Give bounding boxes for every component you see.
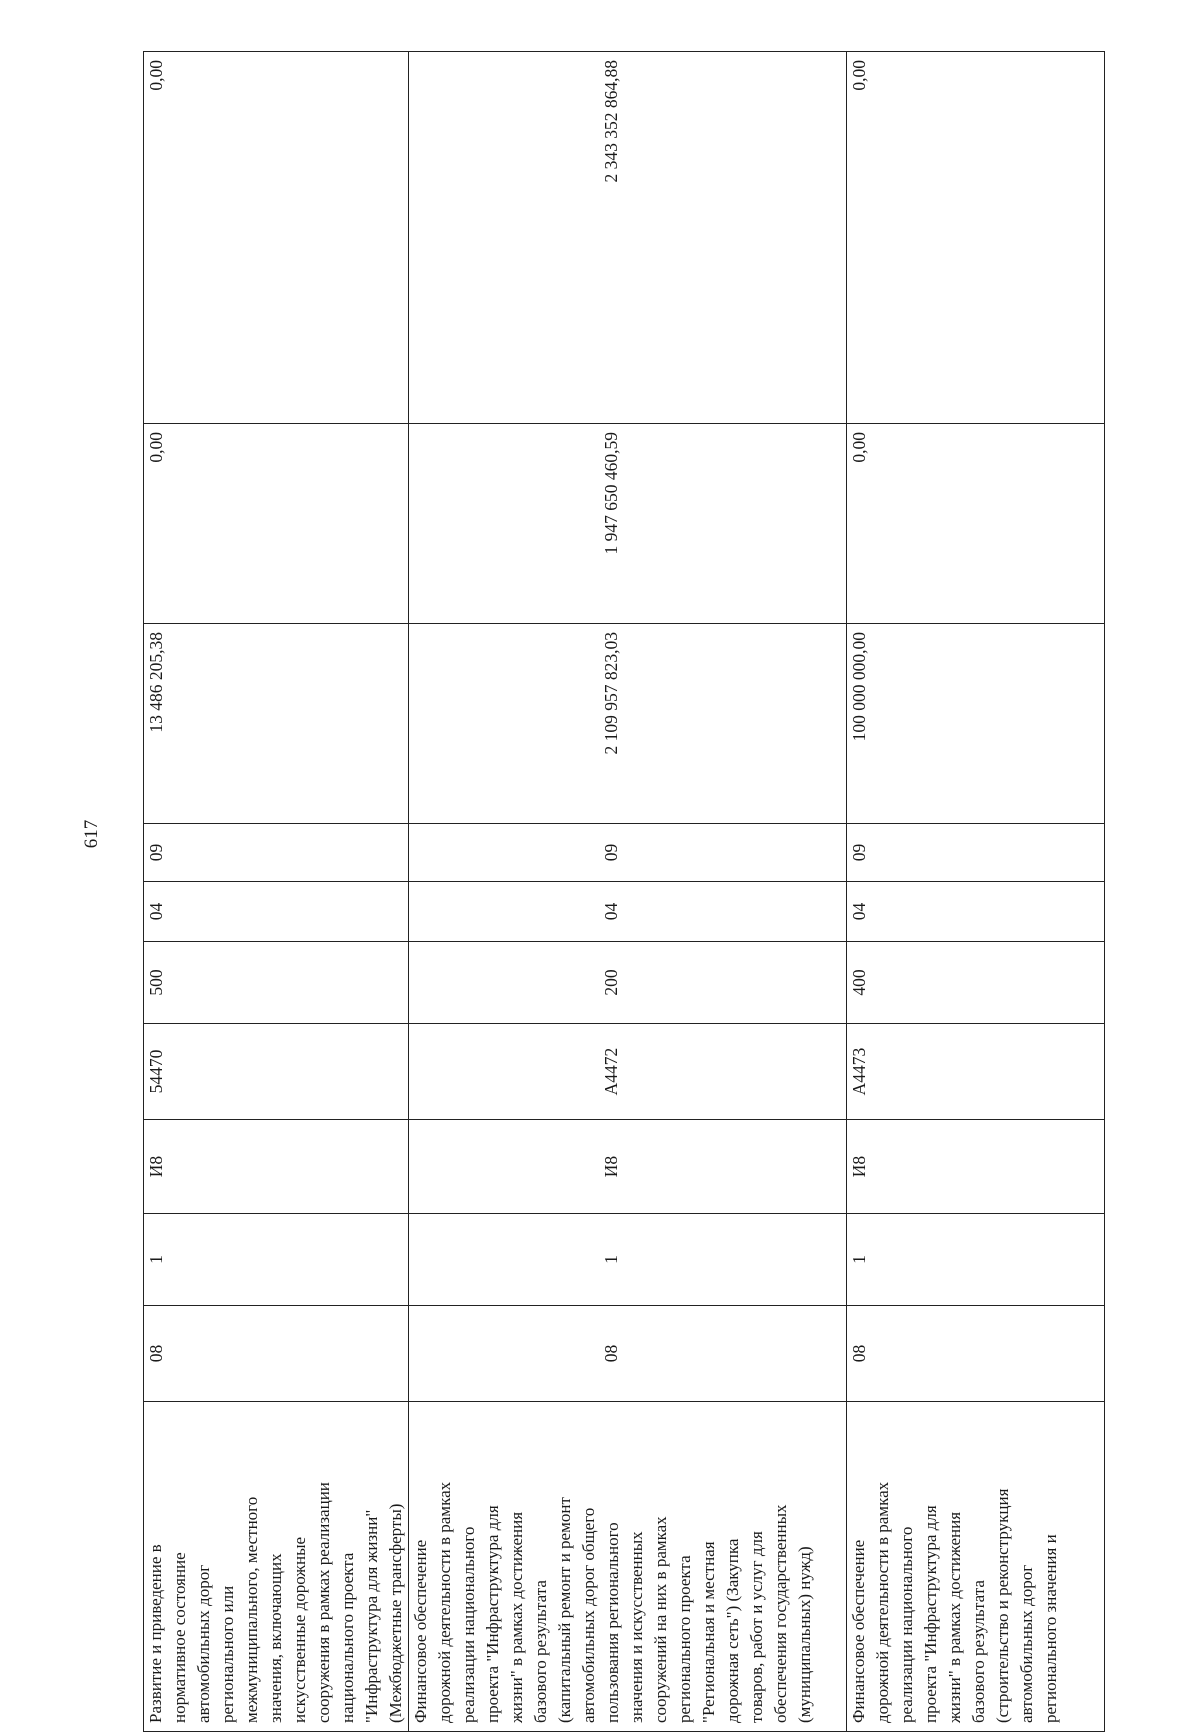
page-number: 617 — [81, 819, 102, 849]
code-cell: 1 — [847, 1214, 1105, 1306]
code-cell: 09 — [409, 824, 847, 882]
code-cell: 500 — [144, 942, 409, 1024]
budget-table-wrapper — [143, 52, 1103, 1732]
row-description: Развитие и приведение в нормативное состояние автомобильных дорог регионального или межмуниципального, местного значения, включающих искусственные дорожные сооружения в рамках реализации национального проекта "Инфраструктура для жизни" (Межбюджетные трансферты) — [144, 1402, 409, 1732]
code-cell: 04 — [409, 882, 847, 942]
code-cell: 09 — [847, 824, 1105, 882]
amount-cell: 13 486 205,38 — [144, 624, 409, 824]
row-description: Финансовое обеспечение дорожной деятельности в рамках реализации национального проекта "Инфраструктура для жизни" в рамках достижения базового результата (капитальный ремонт и ремонт автомобильных дорог общего пользования регионального значения и искусственных сооружений на них в рамках регионального проекта "Региональная и местная дорожная сеть") (Закупка товаров, работ и услуг для обеспечения государственных (муниципальных) нужд) — [409, 1402, 847, 1732]
amount-cell: 0,00 — [144, 424, 409, 624]
code-cell: И8 — [847, 1120, 1105, 1214]
code-cell: 08 — [847, 1306, 1105, 1402]
code-cell: 08 — [409, 1306, 847, 1402]
amount-cell: 1 947 650 460,59 — [409, 424, 847, 624]
code-cell: И8 — [144, 1120, 409, 1214]
amount-cell: 2 343 352 864,88 — [409, 52, 847, 424]
code-cell: А4472 — [409, 1024, 847, 1120]
code-cell: 200 — [409, 942, 847, 1024]
amount-cell: 100 000 000,00 — [847, 624, 1105, 824]
code-cell: 54470 — [144, 1024, 409, 1120]
code-cell: А4473 — [847, 1024, 1105, 1120]
table-row — [847, 52, 1105, 1732]
code-cell: И8 — [409, 1120, 847, 1214]
code-cell: 08 — [144, 1306, 409, 1402]
amount-cell: 0,00 — [144, 52, 409, 424]
amount-cell: 0,00 — [847, 424, 1105, 624]
code-cell: 04 — [144, 882, 409, 942]
code-cell: 1 — [409, 1214, 847, 1306]
code-cell: 09 — [144, 824, 409, 882]
budget-table — [143, 51, 1105, 1732]
code-cell: 1 — [144, 1214, 409, 1306]
amount-cell: 0,00 — [847, 52, 1105, 424]
amount-cell: 2 109 957 823,03 — [409, 624, 847, 824]
table-row — [144, 52, 409, 1732]
table-row — [409, 52, 847, 1732]
code-cell: 04 — [847, 882, 1105, 942]
code-cell: 400 — [847, 942, 1105, 1024]
row-description: Финансовое обеспечение дорожной деятельности в рамках реализации национального проекта "Инфраструктура для жизни" в рамках достижения базового результата (строительство и реконструкция автомобильных дорог регионального значения и — [847, 1402, 1105, 1732]
